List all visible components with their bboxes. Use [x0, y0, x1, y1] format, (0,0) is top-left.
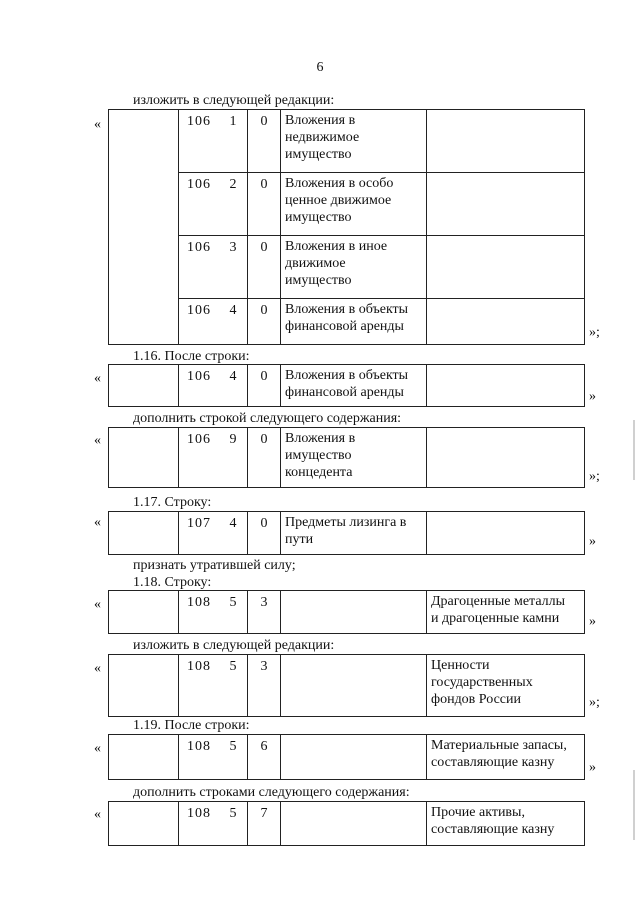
account-name-cell [281, 802, 427, 846]
kosgu-code-cell: 3 [248, 655, 281, 717]
phrase-text: признать утратившей силу; [133, 558, 296, 573]
account-code-cell: 108 [179, 735, 220, 780]
kosgu-code-cell: 0 [248, 365, 281, 407]
account-code-cell: 108 [179, 655, 220, 717]
account-code-cell: 108 [179, 802, 220, 846]
open-quote: « [94, 741, 101, 756]
analytic-code-cell: 9 [219, 428, 248, 488]
blank-cell [109, 655, 179, 717]
phrase-text: дополнить строками следующего содержания: [133, 785, 410, 800]
account-table [108, 734, 585, 780]
account-code-cell: 106 [179, 428, 220, 488]
account-table [108, 590, 585, 634]
blank-cell [109, 512, 179, 555]
analytic-code-cell: 3 [219, 236, 248, 299]
account-name-alt-cell: Ценности государственных фондов России [427, 655, 585, 717]
table-row [109, 802, 585, 846]
account-code-cell: 106 [179, 236, 220, 299]
account-name-alt-cell [427, 173, 585, 236]
close-quote: » [589, 389, 596, 404]
table-row [109, 299, 585, 345]
account-name-cell [281, 591, 427, 634]
close-quote: » [589, 760, 596, 775]
phrase-text: 1.19. После строки: [133, 718, 250, 733]
account-name-alt-cell: Материальные запасы, составляющие казну [427, 735, 585, 780]
close-quote: » [589, 614, 596, 629]
open-quote: « [94, 371, 101, 386]
analytic-code-cell: 5 [219, 735, 248, 780]
open-quote: « [94, 433, 101, 448]
account-name-cell [281, 735, 427, 780]
table-row [109, 735, 585, 780]
open-quote: « [94, 807, 101, 822]
account-code-cell: 106 [179, 173, 220, 236]
kosgu-code-cell: 0 [248, 428, 281, 488]
blank-cell [109, 365, 179, 407]
account-name-alt-cell [427, 236, 585, 299]
account-name-alt-cell [427, 110, 585, 173]
account-name-alt-cell [427, 428, 585, 488]
analytic-code-cell: 5 [219, 802, 248, 846]
close-quote: »; [589, 469, 600, 484]
blank-cell [109, 802, 179, 846]
kosgu-code-cell: 0 [248, 512, 281, 555]
phrase-text: 1.17. Строку: [133, 495, 212, 510]
account-code-cell: 106 [179, 110, 220, 173]
close-quote: » [589, 534, 596, 549]
kosgu-code-cell: 6 [248, 735, 281, 780]
scan-edge [633, 770, 635, 840]
account-table [108, 654, 585, 717]
account-name-cell: Вложения в особо ценное движимое имущество [281, 173, 427, 236]
kosgu-code-cell: 0 [248, 110, 281, 173]
blank-cell [109, 735, 179, 780]
account-table [108, 109, 585, 345]
blank-cell [109, 428, 179, 488]
phrase-text: 1.16. После строки: [133, 349, 250, 364]
kosgu-code-cell: 7 [248, 802, 281, 846]
open-quote: « [94, 117, 101, 132]
account-name-cell [281, 655, 427, 717]
kosgu-code-cell: 3 [248, 591, 281, 634]
table-row [109, 236, 585, 299]
open-quote: « [94, 597, 101, 612]
table-row [109, 512, 585, 555]
kosgu-code-cell: 0 [248, 299, 281, 345]
analytic-code-cell: 1 [219, 110, 248, 173]
analytic-code-cell: 4 [219, 512, 248, 555]
close-quote: »; [589, 325, 600, 340]
phrase-text: дополнить строкой следующего содержания: [133, 411, 402, 426]
table-row [109, 110, 585, 173]
analytic-code-cell: 4 [219, 299, 248, 345]
account-name-alt-cell [427, 512, 585, 555]
phrase-text: изложить в следующей редакции: [133, 638, 335, 653]
page-number: 6 [316, 60, 324, 75]
account-table [108, 427, 585, 488]
kosgu-code-cell: 0 [248, 173, 281, 236]
account-table [108, 801, 585, 846]
account-name-alt-cell: Драгоценные металлы и драгоценные камни [427, 591, 585, 634]
kosgu-code-cell: 0 [248, 236, 281, 299]
account-code-cell: 106 [179, 365, 220, 407]
account-name-alt-cell [427, 365, 585, 407]
blank-cell [109, 110, 179, 345]
blank-cell [109, 591, 179, 634]
account-name-alt-cell [427, 299, 585, 345]
phrase-text: 1.18. Строку: [133, 575, 212, 590]
account-table [108, 364, 585, 407]
account-name-cell: Вложения в иное движимое имущество [281, 236, 427, 299]
table-row [109, 173, 585, 236]
table-row [109, 655, 585, 717]
phrase-text: изложить в следующей редакции: [133, 93, 335, 108]
account-name-cell: Вложения в недвижимое имущество [281, 110, 427, 173]
close-quote: »; [589, 695, 600, 710]
account-name-alt-cell: Прочие активы, составляющие казну [427, 802, 585, 846]
account-name-cell: Вложения в объекты финансовой аренды [281, 299, 427, 345]
account-code-cell: 106 [179, 299, 220, 345]
scan-edge [633, 420, 635, 480]
analytic-code-cell: 5 [219, 655, 248, 717]
account-name-cell: Предметы лизинга в пути [281, 512, 427, 555]
analytic-code-cell: 2 [219, 173, 248, 236]
account-name-cell: Вложения в имущество концедента [281, 428, 427, 488]
table-row [109, 591, 585, 634]
open-quote: « [94, 515, 101, 530]
account-code-cell: 108 [179, 591, 220, 634]
table-row [109, 365, 585, 407]
account-name-cell: Вложения в объекты финансовой аренды [281, 365, 427, 407]
account-table [108, 511, 585, 555]
account-code-cell: 107 [179, 512, 220, 555]
analytic-code-cell: 5 [219, 591, 248, 634]
analytic-code-cell: 4 [219, 365, 248, 407]
open-quote: « [94, 661, 101, 676]
table-row [109, 428, 585, 488]
